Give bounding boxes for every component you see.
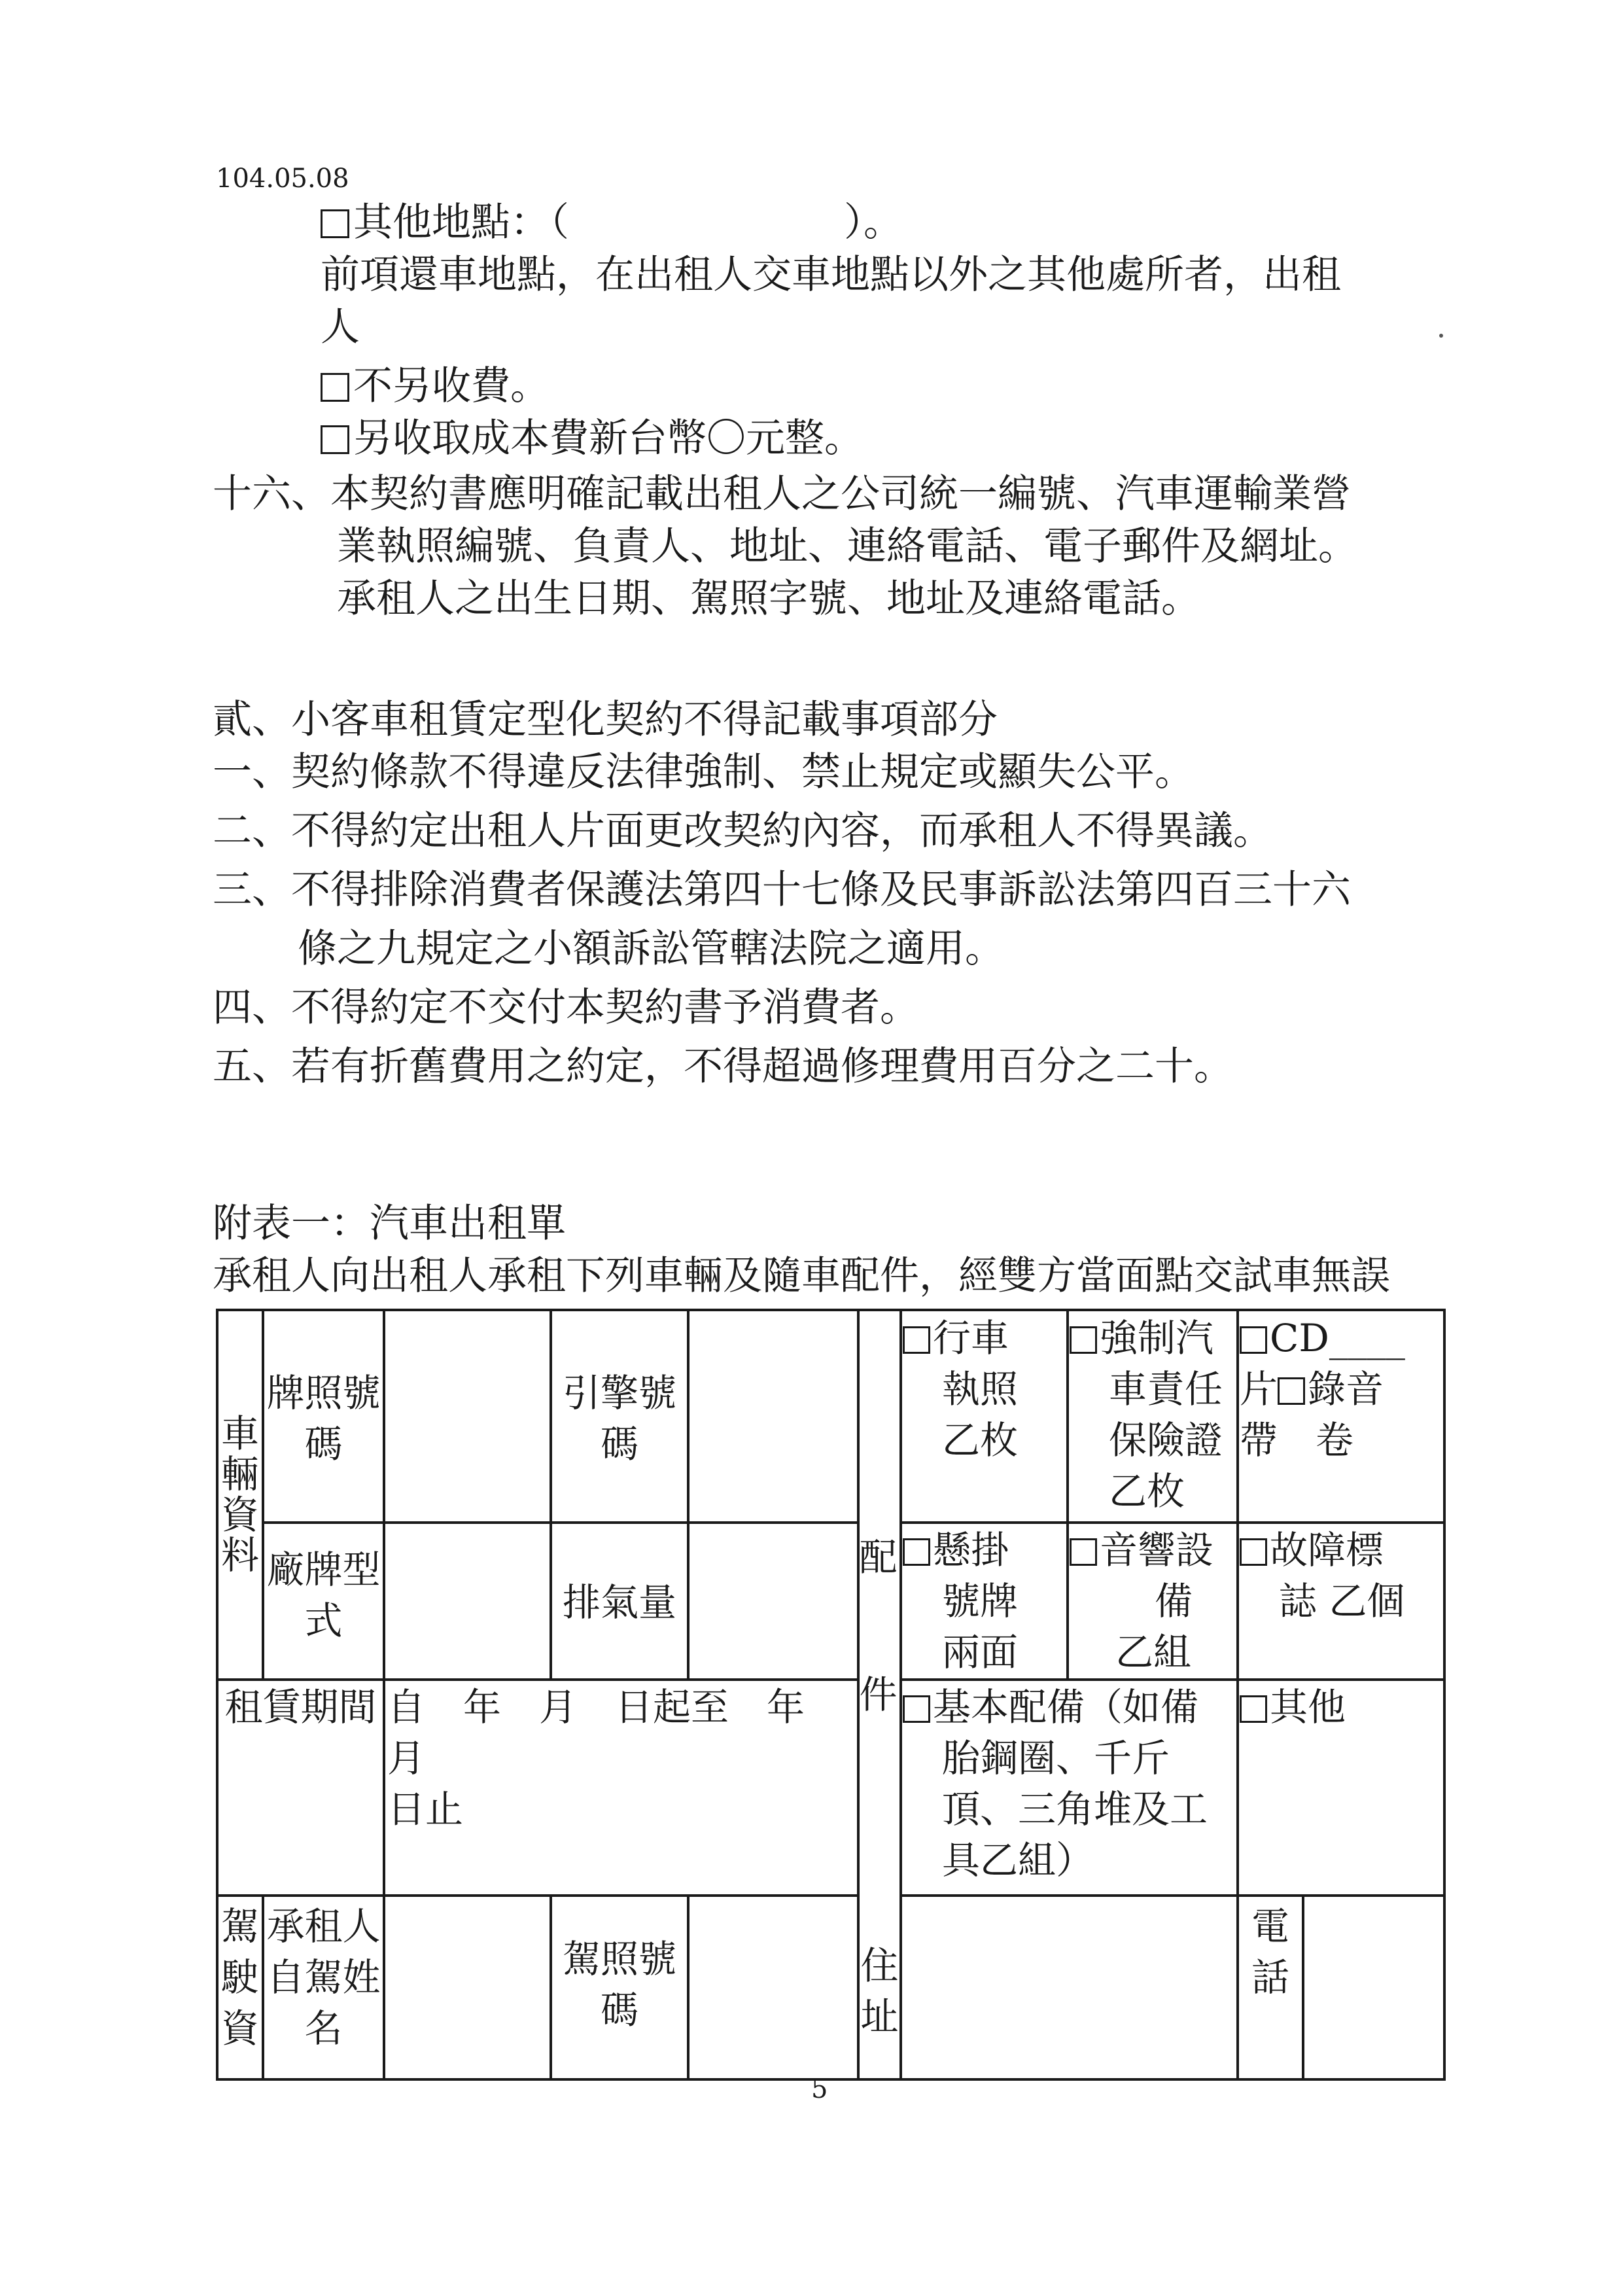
plate-number-label: 牌照號 碼: [266, 1371, 381, 1466]
checkbox-icon: [903, 1538, 930, 1566]
rental-form-table: [216, 1309, 1446, 2081]
page-number: 5: [811, 2074, 828, 2104]
rental-period-value: 自 年 月 日起至 年 月 日止: [387, 1685, 843, 1831]
acc-plate: 懸掛 號牌 兩面: [903, 1525, 1066, 1678]
part2-item-3-cont: 條之九規定之小額訴訟管轄法院之適用。: [298, 926, 1004, 972]
no-extra-fee-text: 不另收費。: [353, 363, 550, 409]
driver-info-label: 駕 駛 資: [220, 1904, 259, 2051]
checkbox-icon: [1070, 1326, 1097, 1354]
acc-audio: 音響設 備 乙組: [1070, 1525, 1236, 1678]
fee-note-line1: 前項還車地點，在出租人交車地點以外之其他處所者，出租: [321, 252, 1341, 298]
checkbox-icon: [903, 1695, 930, 1723]
displacement-label: 排氣量: [562, 1580, 676, 1625]
appendix-title: 附表一：汽車出租單: [213, 1201, 566, 1246]
renter-driver-name-label: 承租人 自駕姓 名: [266, 1904, 381, 2051]
acc-other: 其他: [1240, 1682, 1442, 1733]
acc-license: 行車 執照 乙枚: [903, 1313, 1066, 1466]
part2-item-5: 五、若有折舊費用之約定，不得超過修理費用百分之二十。: [213, 1044, 1233, 1089]
acc-warning-sign: 故障標 誌 乙個: [1240, 1525, 1442, 1627]
clause16-line1: 十六、本契約書應明確記載出租人之公司統一編號、汽車運輸業營: [213, 471, 1351, 517]
license-number-label: 駕照號 碼: [562, 1937, 676, 2032]
checkbox-icon: [1240, 1326, 1267, 1354]
clause16-line3: 承租人之出生日期、駕照字號、地址及連絡電話。: [337, 576, 1200, 622]
brand-model-label: 廠牌型 式: [266, 1547, 381, 1643]
acc-insurance: 強制汽 車責任 保險證 乙枚: [1070, 1313, 1236, 1517]
checkbox-icon: [1240, 1538, 1267, 1566]
fee-note-line2: 人: [321, 304, 360, 350]
other-location-text: 其他地點：（ ）。: [353, 200, 903, 245]
address-label: 住 址: [860, 1943, 899, 2039]
other-location-option: [321, 196, 903, 249]
scan-speck: [1439, 334, 1443, 338]
no-extra-fee-option: [321, 360, 550, 412]
vehicle-info-label: 車 輛 資 料: [220, 1411, 259, 1578]
checkbox-icon: [903, 1326, 930, 1354]
part2-item-4: 四、不得約定不交付本契約書予消費者。: [213, 985, 919, 1031]
checkbox-icon: [321, 373, 349, 402]
part2-item-3: 三、不得排除消費者保護法第四十七條及民事訴訟法第四百三十六: [213, 867, 1351, 913]
extra-fee-text: 另收取成本費新台幣〇元整。: [353, 415, 864, 461]
engine-number-label: 引擎號 碼: [562, 1371, 676, 1466]
rental-period-label: 租賃期間: [224, 1685, 377, 1729]
extra-fee-option: [321, 412, 864, 465]
accessories-label: 配 件: [859, 1535, 898, 1717]
appendix-intro: 承租人向出租人承租下列車輛及隨車配件，經雙方當面點交試車無誤: [213, 1253, 1390, 1299]
part2-title: 貳、小客車租賃定型化契約不得記載事項部分: [213, 697, 998, 743]
acc-cd: CD____ 片 錄音 帶 卷: [1240, 1316, 1405, 1462]
acc-basic: 基本配備（如備 胎鋼圈、千斤 頂、三角堆及工 具乙組）: [903, 1682, 1236, 1886]
checkbox-icon: [1240, 1695, 1267, 1723]
document-date: 104.05.08: [216, 164, 349, 194]
phone-label: 電 話: [1251, 1904, 1289, 2000]
part2-item-2: 二、不得約定出租人片面更改契約內容，而承租人不得異議。: [213, 808, 1272, 854]
part2-item-1: 一、契約條款不得違反法律強制、禁止規定或顯失公平。: [213, 749, 1194, 795]
clause16-line2: 業執照編號、負責人、地址、連絡電話、電子郵件及網址。: [337, 523, 1357, 569]
checkbox-icon: [1070, 1538, 1097, 1566]
checkbox-icon: [321, 209, 349, 238]
checkbox-icon: [1278, 1377, 1305, 1405]
checkbox-icon: [321, 425, 349, 454]
